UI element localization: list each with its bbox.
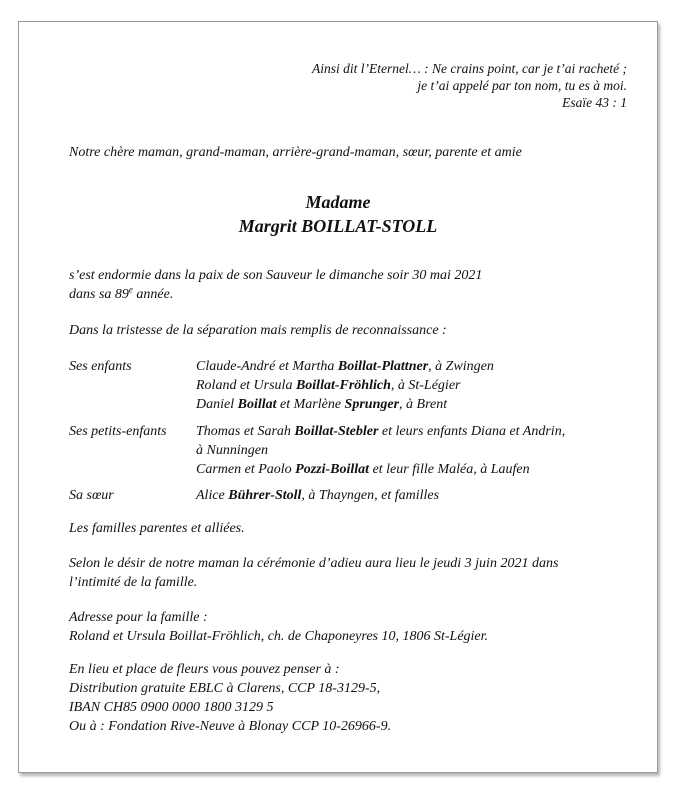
- sister-entry: Alice Bührer-Stoll, à Thayngen, et familles: [196, 488, 440, 503]
- sorrow-text: Dans la tristesse de la séparation mais remplis de reconnaissance :: [69, 323, 447, 338]
- epigraph: [312, 60, 627, 111]
- ceremony-line-1: Selon le désir de notre maman la cérémonie d’adieu aura lieu le jeudi 3 juin 2021 dans: [69, 556, 559, 571]
- relatives-text: Les familles parentes et alliées.: [69, 521, 245, 536]
- child-entry: Roland et Ursula Boillat-Fröhlich, à St-Légier: [196, 378, 461, 393]
- death-line-2: dans sa 89e année.: [69, 284, 174, 302]
- donations-line-3: IBAN CH85 0900 0000 1800 3129 5: [69, 700, 274, 715]
- sister-label: Sa sœur: [69, 488, 114, 503]
- grandchild-entry-continued: à Nunningen: [196, 443, 268, 458]
- epigraph-reference: Esaïe 43 : 1: [562, 95, 627, 110]
- address-label: Adresse pour la famille :: [69, 610, 208, 625]
- donations-line-2: Distribution gratuite EBLC à Clarens, CCP 18-3129-5,: [69, 681, 381, 696]
- child-entry: Daniel Boillat et Marlène Sprunger, à Brent: [196, 397, 448, 412]
- children-label: Ses enfants: [69, 359, 132, 374]
- epigraph-line-1: Ainsi dit l’Eternel… : Ne crains point, car je t’ai racheté ;: [312, 61, 627, 76]
- child-entry: Claude-André et Martha Boillat-Plattner, à Zwingen: [196, 359, 494, 374]
- obituary-card: [18, 21, 658, 773]
- children-list: [196, 357, 494, 414]
- donations-line-4: Ou à : Fondation Rive-Neuve à Blonay CCP 10-26966-9.: [69, 719, 392, 734]
- ceremony-line-2: l’intimité de la famille.: [69, 575, 198, 590]
- address-value: Roland et Ursula Boillat-Fröhlich, ch. de Chaponeyres 10, 1806 St-Légier.: [69, 629, 489, 644]
- honorific: Madame: [305, 192, 371, 212]
- intro-text: Notre chère maman, grand-maman, arrière-grand-maman, sœur, parente et amie: [69, 145, 522, 160]
- grandchildren-label: Ses petits-enfants: [69, 424, 167, 439]
- grandchild-entry: Thomas et Sarah Boillat-Stebler et leurs enfants Diana et Andrin,: [196, 424, 566, 439]
- grandchildren-list: [196, 422, 565, 479]
- grandchild-entry: Carmen et Paolo Pozzi-Boillat et leur fille Maléa, à Laufen: [196, 462, 530, 477]
- deceased-name: Margrit BOILLAT-STOLL: [238, 216, 438, 236]
- death-line-1: s’est endormie dans la paix de son Sauveur le dimanche soir 30 mai 2021: [69, 268, 483, 283]
- epigraph-line-2: je t’ai appelé par ton nom, tu es à moi.: [417, 78, 627, 93]
- donations-line-1: En lieu et place de fleurs vous pouvez penser à :: [69, 662, 340, 677]
